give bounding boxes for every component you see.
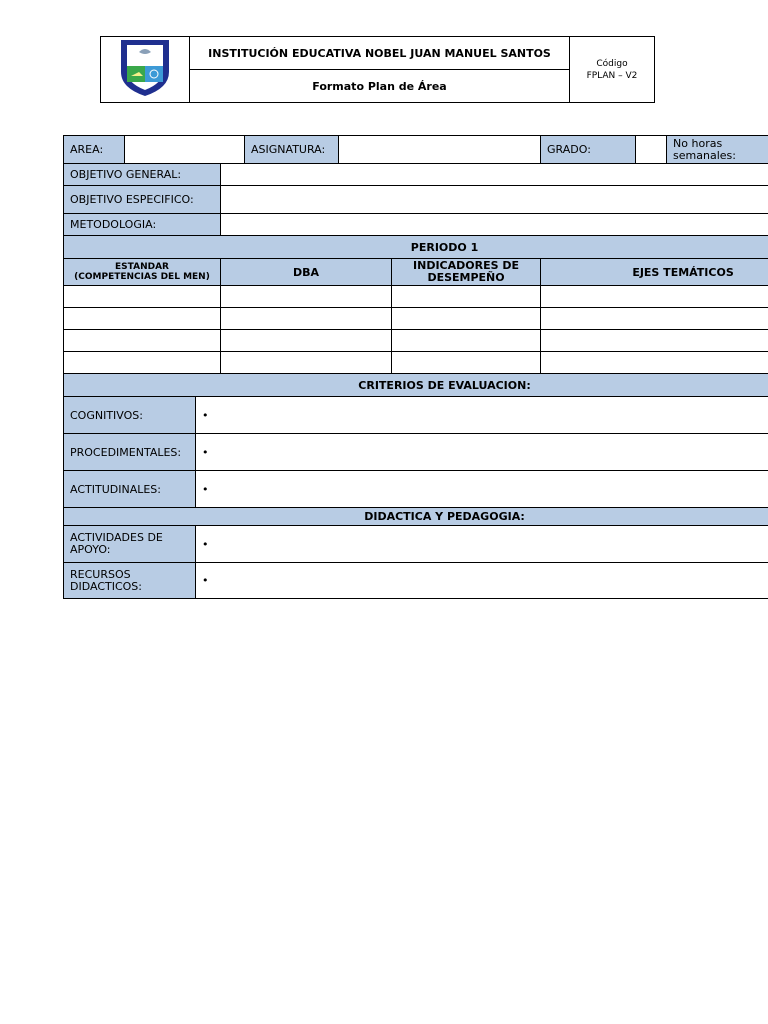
document-code	[570, 37, 655, 103]
col-estandar-sub: (COMPETENCIAS DEL MEN)	[74, 272, 210, 282]
metodologia-field[interactable]	[221, 214, 768, 236]
institution-name: INSTITUCIÓN EDUCATIVA NOBEL JUAN MANUEL SANTOS	[190, 37, 570, 70]
periodo-title: PERIODO 1	[64, 236, 768, 259]
estandar-cell[interactable]	[64, 286, 221, 308]
format-title: Formato Plan de Área	[190, 70, 570, 103]
grado-label: GRADO:	[541, 136, 636, 164]
dba-cell[interactable]	[221, 308, 392, 330]
dba-cell[interactable]	[221, 286, 392, 308]
ejes-cell[interactable]	[541, 330, 768, 352]
estandar-cell[interactable]	[64, 308, 221, 330]
code-label: Código	[596, 58, 628, 69]
estandar-cell[interactable]	[64, 352, 221, 374]
horas-label: No horas semanales:	[667, 136, 768, 164]
asignatura-field[interactable]	[339, 136, 541, 164]
cognitivos-field[interactable]	[196, 397, 768, 434]
grado-field[interactable]	[636, 136, 667, 164]
bullet: •	[202, 537, 209, 551]
actividades-label: ACTIVIDADES DE APOYO:	[64, 526, 196, 563]
col-ejes: EJES TEMÁTICOS	[541, 259, 768, 286]
school-shield-icon	[119, 38, 171, 98]
area-label: AREA:	[64, 136, 125, 164]
table-row	[64, 330, 768, 352]
indicadores-cell[interactable]	[392, 286, 541, 308]
table-row	[64, 286, 768, 308]
bullet: •	[202, 482, 209, 496]
criterios-title: CRITERIOS DE EVALUACION:	[64, 374, 768, 397]
code-value: FPLAN – V2	[586, 70, 638, 81]
actitudinales-label: ACTITUDINALES:	[64, 471, 196, 508]
indicadores-cell[interactable]	[392, 330, 541, 352]
table-row	[64, 308, 768, 330]
col-estandar-label: ESTANDAR	[115, 262, 169, 272]
actividades-field[interactable]	[196, 526, 768, 563]
indicadores-cell[interactable]	[392, 308, 541, 330]
table-row	[64, 352, 768, 374]
objetivo-especifico-field[interactable]	[221, 186, 768, 214]
bullet: •	[202, 574, 209, 587]
estandar-cell[interactable]	[64, 330, 221, 352]
procedimentales-field[interactable]	[196, 434, 768, 471]
procedimentales-label: PROCEDIMENTALES:	[64, 434, 196, 471]
dba-cell[interactable]	[221, 352, 392, 374]
area-field[interactable]	[125, 136, 245, 164]
document-header	[100, 36, 655, 103]
dba-cell[interactable]	[221, 330, 392, 352]
col-dba: DBA	[221, 259, 392, 286]
actitudinales-field[interactable]	[196, 471, 768, 508]
didactica-title: DIDACTICA Y PEDAGOGIA:	[64, 508, 768, 526]
objetivo-especifico-label: OBJETIVO ESPECIFICO:	[64, 186, 221, 214]
recursos-field[interactable]	[196, 563, 768, 599]
ejes-cell[interactable]	[541, 286, 768, 308]
asignatura-label: ASIGNATURA:	[245, 136, 339, 164]
metodologia-label: METODOLOGIA:	[64, 214, 221, 236]
indicadores-cell[interactable]	[392, 352, 541, 374]
ejes-cell[interactable]	[541, 308, 768, 330]
cognitivos-label: COGNITIVOS:	[64, 397, 196, 434]
bullet: •	[202, 445, 209, 459]
col-estandar	[64, 259, 221, 286]
objetivo-general-field[interactable]	[221, 164, 768, 186]
ejes-cell[interactable]	[541, 352, 768, 374]
objetivo-general-label: OBJETIVO GENERAL:	[64, 164, 221, 186]
col-indicadores: INDICADORES DE DESEMPEÑO	[392, 259, 541, 286]
recursos-label: RECURSOS DIDACTICOS:	[64, 563, 196, 599]
bullet: •	[202, 408, 209, 422]
area-plan-form	[63, 135, 768, 599]
logo-cell	[101, 37, 190, 103]
